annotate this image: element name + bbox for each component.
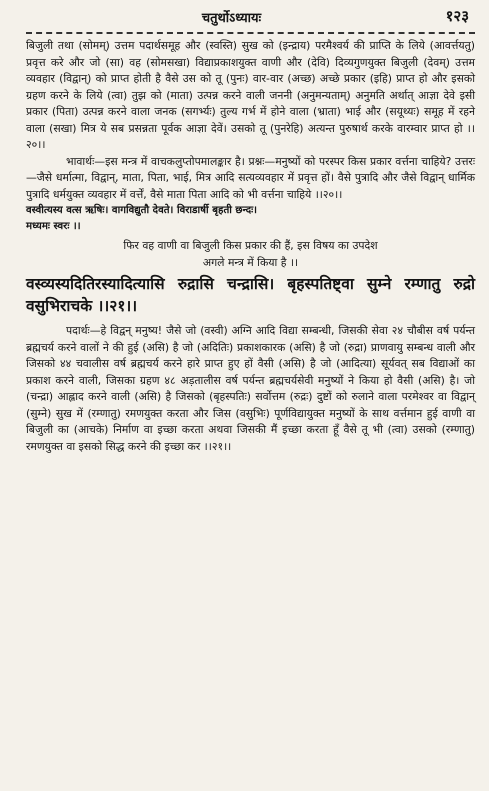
padarth-paragraph: पदार्थः—हे विद्वन् मनुष्य! जैसे जो (वस्वी) अग्नि आदि विद्या सम्बन्धी, जिसकी सेवा २४ चौबीस वर्ष पर्यन्त ब्रह्मचर्य करने वालों ने की हुई (असि) है जो (अदितिः) प्रकाशकारक (असि) है जो (रुद्रा) प्राणवायु सम्बन्ध वाली और जिसको ४४ चवालीस वर्ष ब्रह्मचर्य करने हारे प्राप्त हुए हों वैसी (असि) है जो (आदित्या) सूर्यवत् सब विद्याओं का प्रकाश करने वाली, जिसका ग्रहण ४८ अड़तालीस वर्ष पर्यन्त ब्रह्मचर्यसेवी मनुष्यों ने किया हो वैसी (असि) है। जो (चन्द्रा) आह्लाद करने वाली (असि) है जिसको (बृहस्पतिः) सर्वोत्तम (रुद्रः) दुष्टों को रुलाने वाला परमेश्वर वा विद्वान् (सुम्ने) सुख में (रम्णातु) रमणयुक्त करता और जिस (वसुभिः) पूर्णविद्यायुक्त मनुष्यों के साथ वर्त्तमान हुई वाणी वा बिजुली का (आचके) निर्माण वा इच्छा करता अथवा जिसकी मैं इच्छा करता हूँ वैसे तू भी (त्वा) उसको (रम्णातु) रमणयुक्त वा इसको सिद्ध करने की इच्छा कर ।।२१।। (26, 324, 475, 453)
page-number: १२३ (445, 7, 469, 25)
svara-line: मध्यमः स्वरः ।। (26, 220, 81, 232)
intro-line-2: अगले मन्त्र में किया है ।। (202, 255, 299, 269)
bhavarth-previous: भावार्थः—इस मन्त्र में वाचकलुप्तोपमालङ्कार है। प्रश्नः—मनुष्यों को परस्पर किस प्रकार वर्त्तना चाहिये? उत्तरः—जैसे धर्मात्मा, विद्वान्, माता, पिता, भाई, मित्र आदि सत्यव्यवहार में प्रवृत्त हों। वैसे पुत्रादि और जैसे विद्वान् धार्मिक पुत्रादि धर्मयुक्त व्यवहार में वर्त्तें, वैसे माता पिता आदि को भी वर्त्तना चाहिये ।।२०।। (26, 154, 475, 201)
intro-line-1: फिर वह वाणी वा बिजुली किस प्रकार की हैं, इस विषय का उपदेश (123, 239, 378, 252)
mantra-21: वस्व्यस्यदितिरस्यादित्यासि रुद्रासि चन्द्रासि। बृहस्पतिष्ट्वा सुम्ने रम्णातु रुद्रो वसुभिराचके ।।२१।। (26, 274, 475, 315)
commentary-previous: बिजुली तथा (सोमम्) उत्तम पदार्थसमूह और (स्वस्ति) सुख को (इन्द्राय) परमैश्वर्य की प्राप्ति के लिये (आवर्त्तयतु) प्रवृत्त करे और जो (सा) वह (सोमसखा) विद्याप्रकाशयुक्त वाणी और (देवि) दिव्यगुणयुक्त बिजुली (देवम्) उत्तम व्यवहार (विद्वान्) को प्राप्त होती है वैसे उस को तू (पुनः) वार-वार (अच्छ) अच्छे प्रकार (इहि) प्राप्त हो और इसको ग्रहण करने के लिये (त्वा) तुझ को (माता) उत्पन्न करने वाली जननी (अनुमन्यताम्) अनुमति अर्थात् आज्ञा देवे इसी प्रकार (पिता) उत्पन्न करने वाला जनक (सगर्भ्यः) तुल्य गर्भ में होने वाला (भ्राता) भाई और (सयूथ्यः) समूह में रहने वाला (सखा) मित्र ये सब प्रसन्नता पूर्वक आज्ञा देवें। उसको तू (पुनरेहि) अत्यन्त पुरुषार्थ करके वारम्वार प्राप्त हो ।।२०।। (26, 39, 475, 151)
header-rule (26, 32, 475, 34)
running-head: चतुर्थोऽध्यायः (201, 11, 262, 26)
page-header (26, 4, 475, 30)
rishi-devata-line: वस्वीत्यस्य वत्स ऋषिः। वागविद्युतौ देवते। विराडार्षी बृहती छन्दः। (26, 205, 258, 216)
